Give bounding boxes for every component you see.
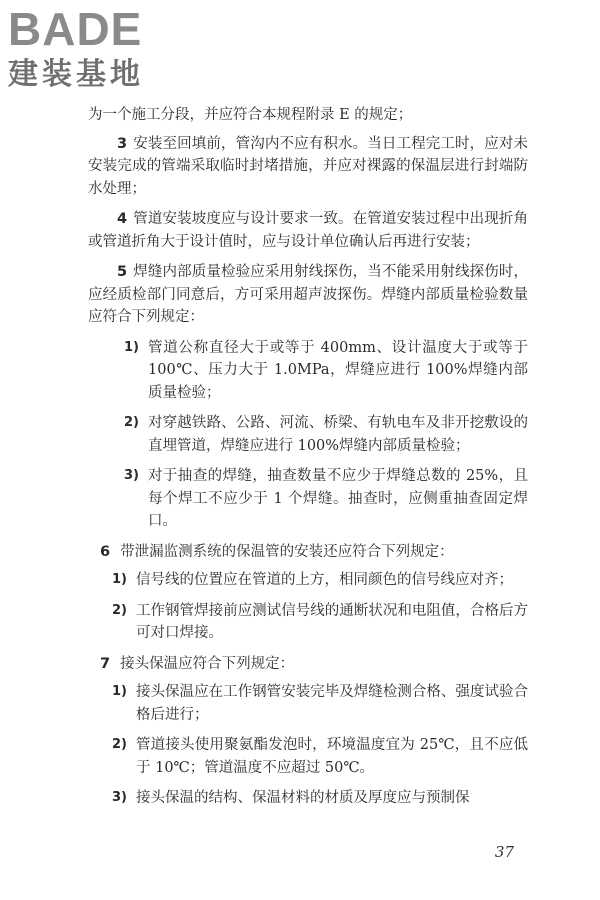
clause-7 [100, 653, 528, 676]
clause-6-sub-1 [112, 569, 528, 592]
clause-7-sub-1 [112, 681, 528, 726]
logo-sub-text: 建装基地 [8, 57, 144, 92]
sub-item-text: 管道接头使用聚氨酯发泡时，环境温度宜为 25℃，且不应低于 10℃；管道温度不应超过 50℃。 [136, 737, 528, 776]
sub-item-marker: 2) [112, 602, 127, 618]
sub-item-marker: 2) [112, 737, 127, 752]
clause-7-sub-2 [112, 734, 528, 779]
clause-5-sub-1 [124, 337, 528, 405]
sub-item-text: 接头保温应在工作钢管安装完毕及焊缝检测合格、强度试验合格后进行； [136, 684, 528, 723]
clause-5-sub-3 [124, 465, 528, 533]
clause-text: 管道安装坡度应与设计要求一致。在管道安装过程中出现折角或管道折角大于设计值时，应与设计单位确认后再进行安装； [88, 211, 528, 250]
sub-item-marker: 1) [112, 684, 127, 699]
sub-item-marker: 2) [124, 415, 139, 430]
clause-number: 4 [117, 211, 128, 227]
sub-item-text: 接头保温的结构、保温材料的材质及厚度应与预制保 [136, 790, 470, 806]
logo-brand-text: BADE [8, 3, 143, 55]
sub-item-marker: 1) [124, 339, 139, 355]
clause-text: 带泄漏监测系统的保温管的安装还应符合下列规定： [120, 543, 454, 560]
sub-item-marker: 1) [112, 572, 127, 587]
page-number: 37 [494, 843, 514, 861]
clause-number: 6 [100, 543, 111, 560]
clause-7-sub-3 [112, 787, 528, 810]
sub-item-text: 对穿越铁路、公路、河流、桥梁、有轨电车及非开挖敷设的直埋管道，焊缝应进行 100%焊缝内部质量检验； [148, 415, 528, 454]
intro-paragraph: 为一个施工分段，并应符合本规程附录 E 的规定； [88, 107, 413, 123]
clause-number: 7 [100, 655, 111, 672]
clause-text: 接头保温应符合下列规定： [120, 655, 295, 672]
clause-6 [100, 541, 528, 564]
sub-item-marker: 3) [112, 790, 127, 805]
clause-number: 3 [117, 135, 128, 152]
sub-item-text: 工作钢管焊接前应测试信号线的通断状况和电阻值，合格后方可对口焊接。 [136, 602, 528, 641]
clause-5 [88, 261, 528, 329]
clause-5-sub-2 [124, 412, 528, 457]
clause-number: 5 [117, 264, 128, 280]
clause-text: 焊缝内部质量检验应采用射线探伤，当不能采用射线探伤时，应经质检部门同意后，方可采用超声波探伤。焊缝内部质量检验数量应符合下列规定： [88, 264, 528, 325]
clause-6-sub-2 [112, 600, 528, 645]
clause-4 [88, 208, 528, 253]
sub-item-text: 信号线的位置应在管道的上方，相同颜色的信号线应对齐； [136, 572, 513, 588]
sub-item-text: 对于抽查的焊缝，抽查数量不应少于焊缝总数的 25%，且每个焊工不应少于 1 个焊缝。抽查时，应侧重抽查固定焊口。 [148, 468, 528, 529]
sub-item-text: 管道公称直径大于或等于 400mm、设计温度大于或等于 100℃、压力大于 1.0MPa，焊缝应进行 100%焊缝内部质量检验； [148, 339, 528, 401]
site-logo [8, 4, 178, 94]
document-body [88, 104, 528, 818]
clause-3 [88, 133, 528, 201]
sub-item-marker: 3) [124, 468, 139, 483]
clause-text: 安装至回填前，管沟内不应有积水。当日工程完工时，应对未安装完成的管端采取临时封堵措施，并应对裸露的保温层进行封端防水处理； [88, 135, 528, 197]
